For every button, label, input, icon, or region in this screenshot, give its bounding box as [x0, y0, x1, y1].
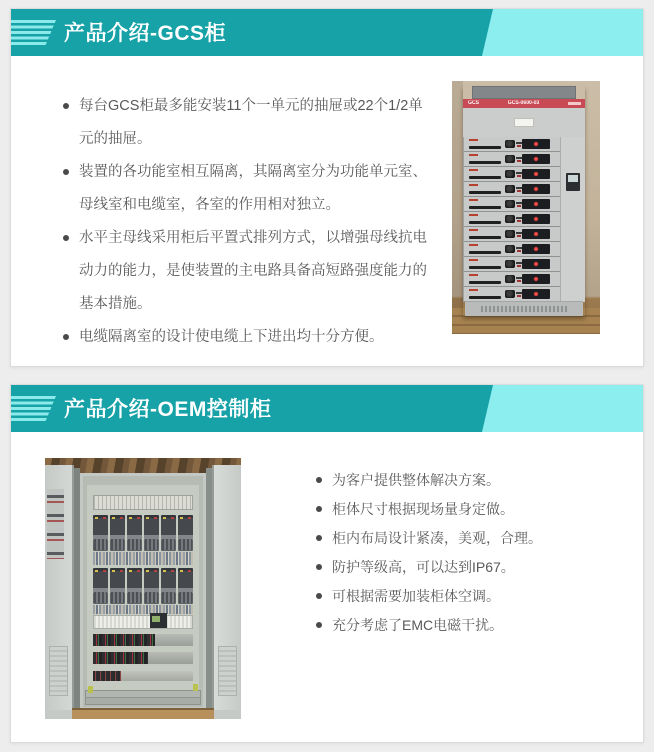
nameplate-tag — [568, 102, 581, 105]
feature-text: 电缆隔离室的设计使电缆上下进出均十分方便。 — [79, 329, 384, 345]
drawer-stack — [463, 137, 560, 302]
bullet-dot-icon — [316, 535, 322, 541]
vfd-unit — [110, 568, 125, 604]
feature-text: 水平主母线采用柜后平置式排列方式，以增强母线抗电动力的能力，是使装置的主电路具备高短路强度能力的基本措施。 — [79, 230, 427, 312]
feature-text: 柜体尺寸根据现场量身定做。 — [332, 501, 514, 517]
drawer-row — [464, 167, 560, 182]
rotary-switch-icon — [505, 260, 515, 268]
wiring-strip — [93, 552, 193, 565]
section-title: 产品介绍-OEM控制柜 — [64, 398, 272, 421]
vfd-unit — [110, 515, 125, 551]
bottom-cable-duct — [85, 690, 201, 705]
cabinet-base-vent — [465, 301, 583, 316]
rotary-switch-icon — [505, 170, 515, 178]
drawer-row — [464, 242, 560, 257]
gcs-section-header — [11, 9, 643, 56]
door-vent — [218, 646, 237, 696]
cabinet-left-door — [45, 465, 74, 710]
gcs-section-card — [10, 8, 644, 367]
vfd-unit — [127, 515, 142, 551]
terminal-strip — [93, 615, 193, 629]
nameplate-brand: GCS — [467, 100, 480, 106]
vfd-unit — [144, 515, 159, 551]
vfd-unit — [144, 568, 159, 604]
bullet-dot-icon — [316, 564, 322, 570]
drawer-row — [464, 137, 560, 152]
list-item — [63, 90, 437, 156]
bullet-dot-icon — [63, 169, 69, 175]
drawer-row — [464, 272, 560, 287]
list-item — [316, 528, 626, 548]
right-hinge-gap — [206, 468, 212, 710]
list-item — [63, 222, 437, 321]
wiring-strip — [93, 605, 193, 614]
cabinet-head-panel — [463, 108, 585, 138]
breaker-row-1 — [93, 634, 193, 646]
door-terminal-blocks — [47, 489, 64, 559]
drawer-row — [464, 152, 560, 167]
list-item — [63, 156, 437, 222]
cabinet-top-panel — [472, 86, 576, 99]
vfd-unit — [178, 515, 193, 551]
gcs-cabinet — [463, 86, 585, 316]
rotary-switch-icon — [505, 185, 515, 193]
speed-lines-icon — [11, 20, 56, 46]
bullet-dot-icon — [63, 334, 69, 340]
drawer-row — [464, 257, 560, 272]
gcs-cabinet-photo — [452, 81, 600, 334]
drawer-row — [464, 197, 560, 212]
feature-text: 为客户提供整体解决方案。 — [332, 472, 500, 488]
drawer-row — [464, 182, 560, 197]
bullet-dot-icon — [63, 103, 69, 109]
bullet-dot-icon — [63, 235, 69, 241]
vfd-unit — [93, 568, 108, 604]
rotary-switch-icon — [505, 275, 515, 283]
door-vent — [49, 646, 68, 696]
oem-cabinet-photo — [45, 458, 241, 719]
feature-text: 每台GCS柜最多能安装11个一单元的抽屉或22个1/2单元的抽屉。 — [79, 98, 423, 147]
cabinet-side-column — [560, 137, 585, 302]
photo-wall-shade — [452, 81, 463, 334]
list-item — [316, 499, 626, 519]
gcs-feature-list — [63, 90, 437, 354]
breaker-row-2 — [93, 652, 193, 664]
list-item — [63, 321, 437, 354]
vfd-unit — [161, 515, 176, 551]
oem-feature-list — [316, 470, 626, 644]
feature-text: 防护等级高，可以达到IP67。 — [332, 559, 515, 575]
oem-section-card — [10, 384, 644, 743]
vfd-unit — [93, 515, 108, 551]
feature-text: 装置的各功能室相互隔离，其隔离室分为功能单元室、母线室和电缆室，各室的作用相对独立。 — [79, 164, 427, 213]
plc-module — [150, 613, 167, 628]
speed-lines-icon — [11, 396, 56, 422]
rotary-switch-icon — [505, 215, 515, 223]
rotary-switch-icon — [505, 230, 515, 238]
cabinet-nameplate — [463, 99, 585, 108]
list-item — [316, 615, 626, 635]
feature-text: 充分考虑了EMC电磁干扰。 — [332, 617, 504, 633]
ground-wire — [193, 684, 198, 691]
bullet-dot-icon — [316, 593, 322, 599]
rotary-switch-icon — [505, 290, 515, 298]
feature-text: 可根据需要加装柜体空调。 — [332, 588, 500, 604]
cabinet-sticker — [514, 118, 534, 127]
section-title: 产品介绍-GCS柜 — [64, 22, 226, 45]
header-accent-shape — [482, 385, 643, 432]
bullet-dot-icon — [316, 506, 322, 512]
list-item — [316, 557, 626, 577]
bullet-dot-icon — [316, 622, 322, 628]
rotary-switch-icon — [505, 245, 515, 253]
wooden-floor — [72, 708, 214, 719]
meter-display — [566, 173, 580, 191]
list-item — [316, 470, 626, 490]
cabinet-right-door — [212, 465, 241, 710]
top-wire-duct — [93, 495, 193, 510]
nameplate-model: GCS-0600-03 — [508, 100, 540, 106]
oem-section-header — [11, 385, 643, 432]
vfd-row-1 — [93, 515, 193, 551]
header-accent-shape — [482, 9, 643, 56]
rotary-switch-icon — [505, 140, 515, 148]
rotary-switch-icon — [505, 200, 515, 208]
drawer-row — [464, 227, 560, 242]
drawer-row — [464, 287, 560, 302]
ground-wire — [88, 686, 93, 693]
feature-text: 柜内布局设计紧凑，美观，合理。 — [332, 530, 542, 546]
list-item — [316, 586, 626, 606]
bullet-dot-icon — [316, 477, 322, 483]
vfd-unit — [127, 568, 142, 604]
vfd-unit — [161, 568, 176, 604]
rotary-switch-icon — [505, 155, 515, 163]
vfd-unit — [178, 568, 193, 604]
din-rail — [93, 671, 193, 681]
drawer-row — [464, 212, 560, 227]
vfd-row-2 — [93, 568, 193, 604]
